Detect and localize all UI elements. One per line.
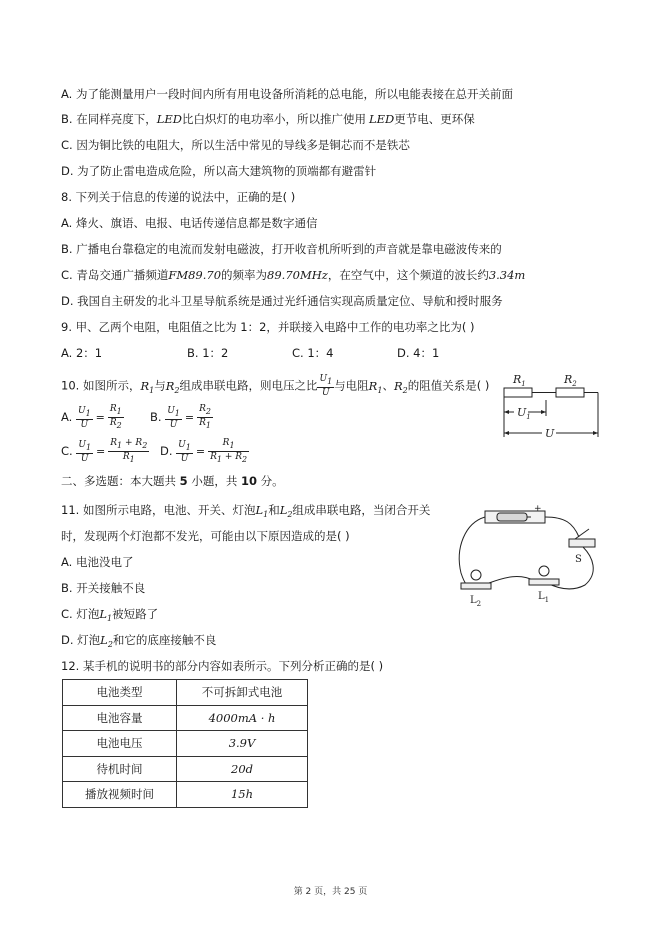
series-resistor-diagram: [500, 370, 605, 442]
text: B. 在同样亮度下，: [61, 112, 157, 126]
table-row: [63, 731, 308, 757]
q8-option-c: [61, 267, 525, 283]
option-c-text: C. 因为铜比铁的电阻大，所以生活中常见的导线多是铜芯而不是铁芯: [61, 138, 410, 152]
text: 与电阻: [334, 378, 369, 393]
label-l1: $L_1$: [538, 591, 550, 604]
r2-symbol: $R_2$: [393, 378, 408, 395]
table-row: [63, 705, 308, 731]
table-cell: 电池电压: [63, 731, 177, 757]
q9-option-c: C. 1：4: [292, 346, 334, 360]
text: 组成串联电路，则电压之比: [179, 378, 318, 393]
bulb-l1-icon: [539, 566, 549, 576]
question-9: 9. 甲、乙两个电阻，电阻值之比为 1：2，并联接入电路中工作的电功率之比为( ): [61, 320, 475, 334]
text: 更节电、更环保: [394, 112, 475, 126]
label-l2: $L_2$: [470, 595, 482, 608]
q10-option-a: A. $\frac{U1}{U}$ = $\frac{R1}{R2}$: [61, 404, 122, 430]
r1-symbol: $R_1$: [368, 378, 383, 395]
table-cell: 待机时间: [63, 756, 177, 782]
q9-option-b: B. 1：2: [187, 346, 229, 360]
battery-icon: [497, 513, 527, 521]
led-symbol: LED: [368, 112, 395, 126]
l2-symbol: $L_2$: [279, 503, 293, 519]
text: 、: [382, 378, 394, 393]
option-a-text: A. 为了能测量用户一段时间内所有用电设备所消耗的总电能，所以电能表接在总开关前面: [61, 87, 513, 101]
table-cell: 20d: [177, 756, 308, 782]
text: 的频率为: [221, 268, 268, 282]
question-10: [61, 374, 489, 399]
question-12: 12. 某手机的说明书的部分内容如表所示。下列分析正确的是( ): [61, 659, 384, 673]
q8-option-a: A. 烽火、旗语、电报、电话传递信息都是数字通信: [61, 216, 318, 230]
q10-option-d: D. $\frac{U1}{U}$ = $\frac{R1}{R1 + R2}$: [160, 438, 248, 464]
table-cell: 4000mA · h: [177, 705, 308, 731]
table-cell: 不可拆卸式电池: [177, 680, 308, 706]
math: FM89.70: [168, 268, 222, 282]
q9-option-a: A. 2：1: [61, 346, 103, 360]
l2-symbol: $L_2$: [100, 633, 113, 649]
question-11-cont: 时，发现两个灯泡都不发光，可能由以下原因造成的是( ): [61, 529, 350, 543]
r2-resistor: [556, 388, 584, 397]
question-8: 8. 下列关于信息的传递的说法中，正确的是( ): [61, 190, 296, 204]
l1-symbol: $L_1$: [255, 503, 269, 519]
section-multi-choice-heading: 二、多选题：本大题共 5 小题，共 10 分。: [61, 474, 284, 488]
q11-option-d: D. 灯泡$L_2$和它的底座接触不良: [61, 633, 217, 649]
text: 与: [154, 378, 166, 393]
q8-option-b: B. 广播电台靠稳定的电流而发射电磁波，打开收音机所听到的声音就是靠电磁波传来的: [61, 242, 502, 256]
text: 10. 如图所示，: [61, 378, 141, 393]
phone-spec-table: [62, 679, 308, 808]
r1-symbol: $R_1$: [140, 378, 155, 395]
label-u: U: [545, 427, 555, 440]
table-cell: 3.9V: [177, 731, 308, 757]
q8-option-d: D. 我国自主研发的北斗卫星导航系统是通过光纤通信实现高质量定位、导航和授时服务: [61, 294, 503, 308]
bulb-l1-base: [529, 579, 559, 585]
math: 89.70MHz: [267, 268, 328, 282]
q11-option-c: C. 灯泡$L_1$被短路了: [61, 607, 159, 623]
r2-symbol: $R_2$: [165, 378, 180, 395]
question-11: 11. 如图所示电路，电池、开关、灯泡$L_1$和$L_2$组成串联电路，当闭合开关: [61, 503, 431, 519]
bulb-l2-base: [461, 583, 491, 589]
math: 3.34m: [488, 268, 526, 282]
label-r2: $R_2$: [564, 373, 577, 388]
table-row: [63, 782, 308, 808]
plus-sign: +: [534, 504, 542, 514]
table-cell: 15h: [177, 782, 308, 808]
text: ，在空气中，这个频道的波长约: [327, 268, 489, 282]
table-row: [63, 680, 308, 706]
ratio-u1-u: $\frac{U1}{U}$: [319, 374, 333, 398]
option-d-text: D. 为了防止雷电造成危险，所以高大建筑物的顶端都有避雷针: [61, 164, 377, 178]
text: C. 青岛交通广播频道: [61, 268, 169, 282]
table-cell: 播放视频时间: [63, 782, 177, 808]
text: 的阻值关系是( ): [407, 378, 490, 393]
text: 比白炽灯的电功率小，所以推广使用: [181, 112, 366, 126]
page-footer: 第 2 页，共 25 页: [293, 887, 368, 897]
led-symbol: LED: [156, 112, 182, 126]
table-cell: 电池容量: [63, 705, 177, 731]
l1-symbol: $L_1$: [99, 607, 113, 623]
series-bulb-circuit-diagram: [455, 503, 605, 608]
switch-icon: [569, 539, 595, 547]
option-b-text: [61, 111, 475, 127]
q9-option-d: D. 4：1: [397, 346, 440, 360]
label-u1: $U_1$: [517, 406, 531, 421]
q11-option-b: B. 开关接触不良: [61, 581, 146, 595]
table-cell: 电池类型: [63, 680, 177, 706]
label-r1: $R_1$: [513, 373, 526, 388]
q10-option-c: C. $\frac{U1}{U}$ = $\frac{R1 + R2}{R1}$: [61, 438, 148, 464]
q10-option-b: B. $\frac{U1}{U}$ = $\frac{R2}{R1}$: [150, 404, 211, 430]
r1-resistor: [504, 388, 532, 397]
q11-option-a: A. 电池没电了: [61, 555, 134, 569]
table-row: [63, 756, 308, 782]
bulb-l2-icon: [471, 570, 481, 580]
label-s: S: [575, 554, 582, 565]
